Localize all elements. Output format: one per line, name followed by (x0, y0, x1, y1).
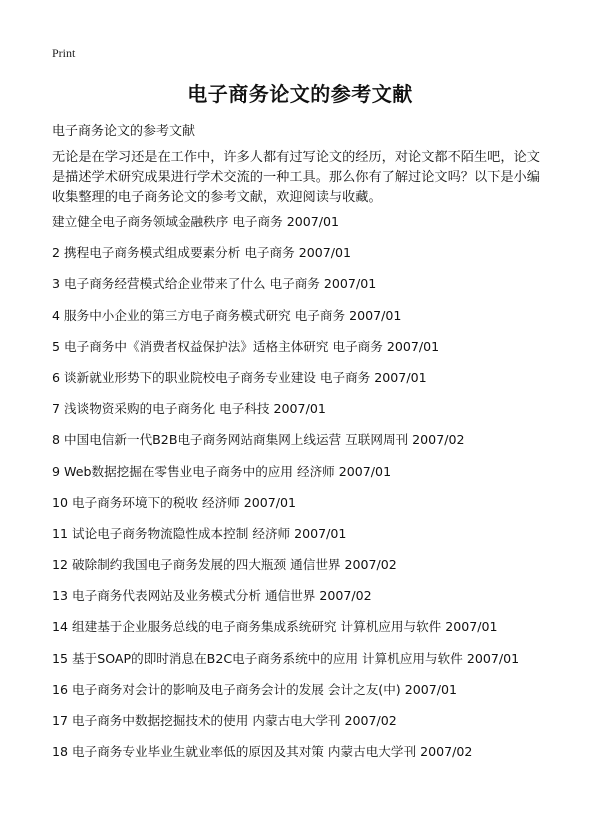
print-link[interactable]: Print (52, 46, 76, 60)
reference-item: 2 携程电子商务模式组成要素分析 电子商务 2007/01 (52, 245, 352, 261)
page-title: 电子商务论文的参考文献 (187, 82, 413, 106)
reference-item: 13 电子商务代表网站及业务模式分析 通信世界 2007/02 (52, 588, 372, 604)
intro-paragraph: 无论是在学习还是在工作中，许多人都有过写论文的经历，对论文都不陌生吧，论文是描述学术研究成果进行学术交流的一种工具。那么你有了解过论文吗？以下是小编收集整理的电子商务论文的参考文献，欢迎阅读与收藏。 (52, 150, 540, 205)
reference-item: 10 电子商务环境下的税收 经济师 2007/01 (52, 494, 297, 510)
reference-item: 17 电子商务中数据挖掘技术的使用 内蒙古电大学刊 2007/02 (52, 713, 397, 728)
reference-item: 14 组建基于企业服务总线的电子商务集成系统研究 计算机应用与软件 2007/01 (52, 619, 498, 635)
reference-item: 18 电子商务专业毕业生就业率低的原因及其对策 内蒙古电大学刊 2007/02 (52, 744, 473, 760)
reference-item: 7 浅谈物资采购的电子商务化 电子科技 2007/01 (52, 401, 326, 417)
reference-item: 12 破除制约我国电子商务发展的四大瓶颈 通信世界 2007/02 (52, 557, 397, 573)
reference-item: 建立健全电子商务领域金融秩序 电子商务 2007/01 (52, 214, 340, 229)
reference-list (52, 214, 592, 775)
section-heading: 电子商务论文的参考文献 (52, 124, 196, 139)
reference-item: 6 谈新就业形势下的职业院校电子商务专业建设 电子商务 2007/01 (52, 369, 427, 385)
reference-item: 3 电子商务经营模式给企业带来了什么 电子商务 2007/01 (52, 276, 377, 292)
reference-item: 8 中国电信新一代B2B电子商务网站商集网上线运营 互联网周刊 2007/02 (52, 432, 465, 448)
reference-item: 16 电子商务对会计的影响及电子商务会计的发展 会计之友(中) 2007/01 (52, 681, 458, 697)
reference-item: 9 Web数据挖掘在零售业电子商务中的应用 经济师 2007/01 (52, 463, 392, 479)
reference-item: 5 电子商务中《消费者权益保护法》适格主体研究 电子商务 2007/01 (52, 338, 440, 354)
reference-item: 11 试论电子商务物流隐性成本控制 经济师 2007/01 (52, 525, 347, 541)
reference-item: 4 服务中小企业的第三方电子商务模式研究 电子商务 2007/01 (52, 307, 402, 323)
reference-item: 15 基于SOAP的即时消息在B2C电子商务系统中的应用 计算机应用与软件 2007/01 (52, 650, 520, 666)
